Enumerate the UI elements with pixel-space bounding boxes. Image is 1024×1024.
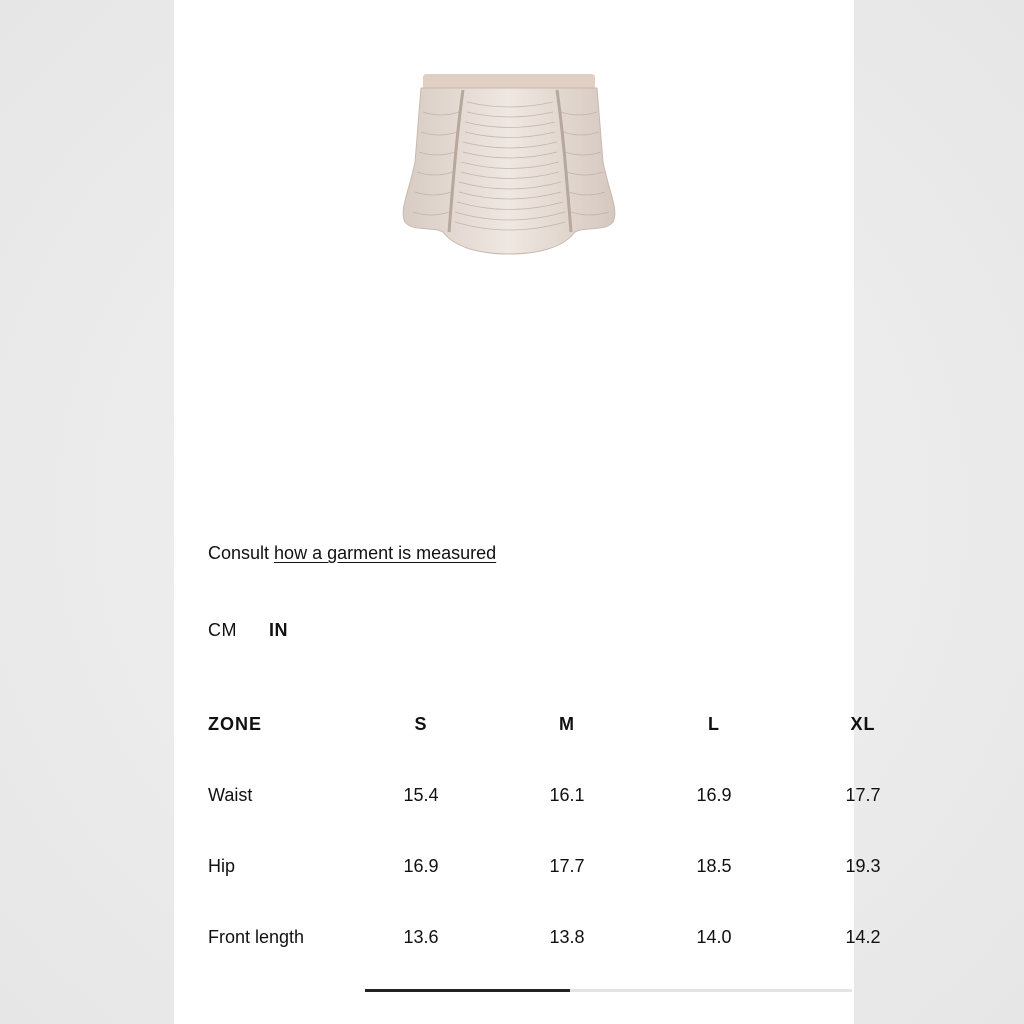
header-size-l: L	[708, 714, 720, 734]
table-row	[208, 842, 908, 913]
header-size-m: M	[559, 714, 575, 734]
horizontal-scrollbar[interactable]	[365, 989, 852, 992]
table-cell: 19.3	[845, 856, 881, 876]
table-cell: 15.4	[403, 785, 439, 805]
table-cell: 14.0	[696, 927, 732, 947]
table-cell: 17.7	[549, 856, 585, 876]
header-size-s: S	[414, 714, 428, 734]
table-cell: 13.6	[403, 927, 439, 947]
table-row	[208, 913, 908, 984]
unit-cm-option[interactable]: CM	[208, 620, 237, 640]
zone-label: Front length	[208, 927, 305, 947]
consult-prefix: Consult	[208, 543, 270, 563]
product-image-skirt	[397, 72, 621, 256]
scrollbar-thumb[interactable]	[365, 989, 570, 992]
header-zone: ZONE	[208, 714, 263, 734]
table-cell: 16.9	[403, 856, 439, 876]
zone-label: Hip	[208, 856, 236, 876]
unit-toggle	[208, 620, 288, 641]
consult-text	[208, 543, 496, 564]
table-cell: 14.2	[845, 927, 881, 947]
table-header-row	[208, 700, 908, 771]
zone-label: Waist	[208, 785, 253, 805]
table-cell: 16.9	[696, 785, 732, 805]
table-cell: 16.1	[549, 785, 585, 805]
table-cell: 17.7	[845, 785, 881, 805]
unit-in-option[interactable]: IN	[269, 620, 288, 640]
table-cell: 18.5	[696, 856, 732, 876]
table-row	[208, 771, 908, 842]
header-size-xl: XL	[850, 714, 876, 734]
how-garment-measured-link[interactable]: how a garment is measured	[274, 543, 497, 563]
size-table	[208, 700, 908, 984]
table-cell: 13.8	[549, 927, 585, 947]
size-guide-panel	[174, 0, 881, 1024]
